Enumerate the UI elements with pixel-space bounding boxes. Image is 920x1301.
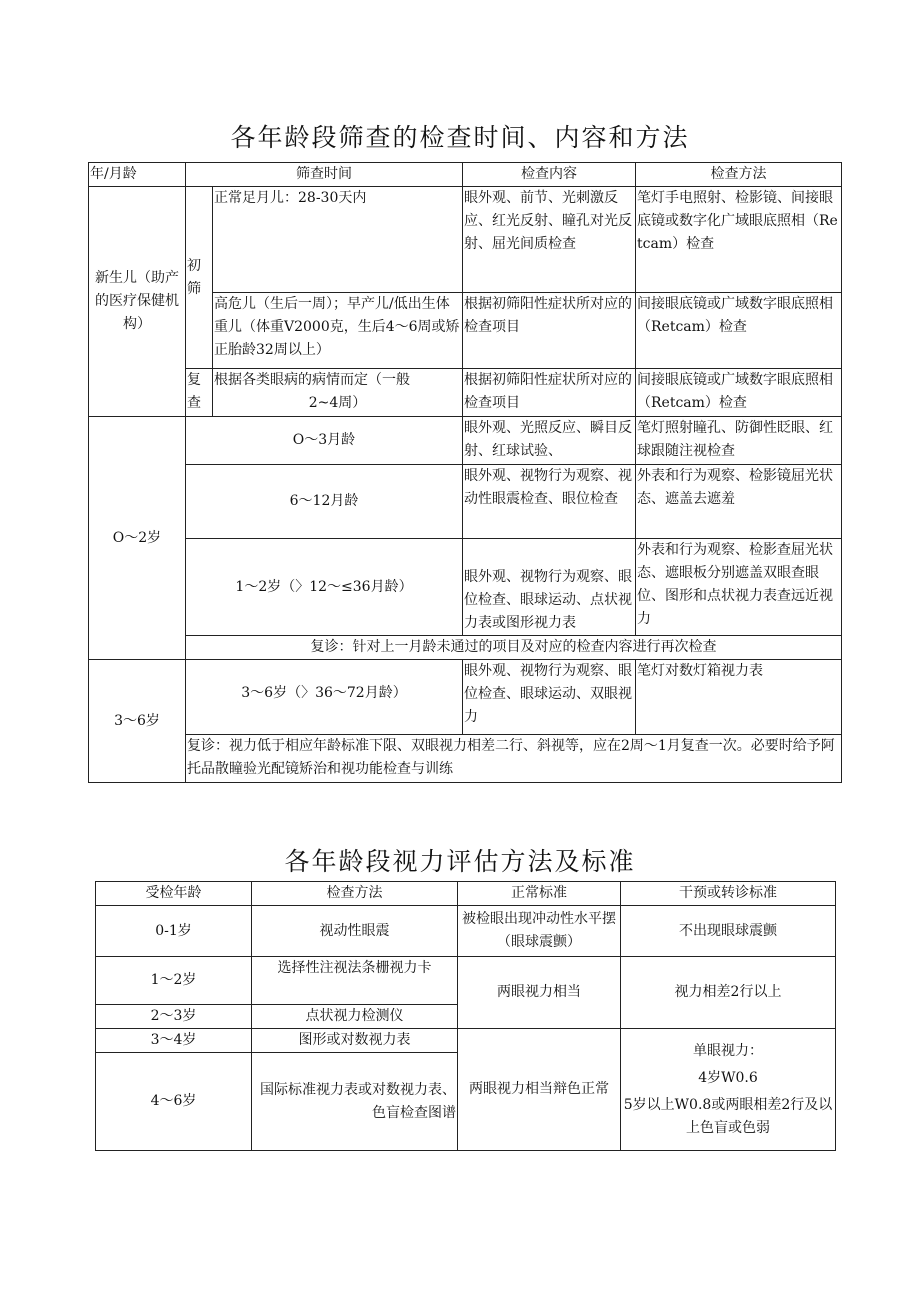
refer-3-6 [621, 1029, 836, 1151]
method-1-2: 选择性注视法条栅视力卡 [252, 957, 458, 1005]
age02-content-2: 眼外观、视物行为观察、视动性眼震检查、眼位检查 [463, 465, 636, 539]
header-age: 年/月龄 [89, 163, 186, 187]
recheck-label: 复查 [186, 369, 213, 417]
refer-line-3: 5岁以上W0.8或两眼相差2行及以上色盲或色弱 [623, 1096, 833, 1136]
header-time: 筛查时间 [186, 163, 463, 187]
page-title-vision: 各年龄段视力评估方法及标准 [284, 847, 636, 876]
age36-review: 复诊：视力低于相应年龄标准下限、双眼视力相差二行、斜视等，应在2周～1月复查一次。必要时给予阿托品散瞳验光配镜矫治和视功能检查与训练 [186, 735, 842, 783]
header-method: 检查方法 [636, 163, 842, 187]
method-0-1: 视动性眼震 [252, 906, 458, 957]
age-4-6: 4～6岁 [96, 1053, 252, 1151]
method-3-4: 图形或对数视力表 [252, 1029, 458, 1053]
newborn-time-3-line2: 2~4周） [308, 395, 367, 411]
age02-method-2: 外表和行为观察、检影镜屈光状态、遮盖去遮羞 [636, 465, 842, 539]
method-2-3: 点状视力检测仪 [252, 1005, 458, 1029]
age-0-1: 0-1岁 [96, 906, 252, 957]
newborn-method-2: 间接眼底镜或广域数字眼底照相（Retcam）检查 [636, 293, 842, 369]
age02-time-2: 6～12月龄 [186, 465, 463, 539]
newborn-method-1: 笔灯手电照射、检影镜、间接眼底镜或数字化广域眼底照相（Retcam）检查 [636, 187, 842, 293]
vision-standards-table [95, 881, 836, 1151]
page-title-screening: 各年龄段筛查的检查时间、内容和方法 [230, 123, 690, 152]
newborn-time-3-line1: 根据各类眼病的病情而定（一般 [214, 372, 410, 388]
header-content: 检查内容 [463, 163, 636, 187]
header-normal: 正常标准 [458, 882, 621, 906]
age36-content: 眼外观、视物行为观察、眼位检查、眼球运动、双眼视力 [463, 660, 636, 735]
age-2-3: 2～3岁 [96, 1005, 252, 1029]
screening-table [88, 162, 842, 783]
age02-time-1: O～3月龄 [186, 417, 463, 465]
age-1-2: 1～2岁 [96, 957, 252, 1005]
age02-content-3: 眼外观、视物行为观察、眼位检查、眼球运动、点状视力表或图形视力表 [463, 539, 636, 636]
age02-review: 复诊：针对上一月龄未通过的项目及对应的检查内容进行再次检查 [186, 636, 842, 660]
newborn-content-3: 根据初筛阳性症状所对应的检查项目 [463, 369, 636, 417]
age02-time-3: 1～2岁（〉12～≤36月龄） [186, 539, 463, 636]
newborn-method-3: 间接眼底镜或广域数字眼底照相（Retcam）检查 [636, 369, 842, 417]
refer-0-1: 不出现眼球震颤 [621, 906, 836, 957]
age-3-4: 3～4岁 [96, 1029, 252, 1053]
newborn-time-2: 高危儿（生后一周）；早产儿/低出生体重儿（体重V2000克，生后4～6周或矫正胎龄32周以上） [213, 293, 463, 369]
refer-line-1: 单眼视力： [693, 1042, 763, 1059]
method-4-6: 国际标准视力表或对数视力表、色盲检查图谱 [252, 1053, 458, 1151]
header-test-age: 受检年龄 [96, 882, 252, 906]
age02-content-1: 眼外观、光照反应、瞬目反射、红球试验、 [463, 417, 636, 465]
age36-method: 笔灯对数灯箱视力表 [636, 660, 842, 735]
age36-time: 3～6岁（〉36～72月龄） [186, 660, 463, 735]
refer-line-2: 4岁W0.6 [698, 1069, 758, 1086]
normal-1-3: 两眼视力相当 [458, 957, 621, 1029]
newborn-time-1: 正常足月儿：28-30天内 [213, 187, 463, 293]
newborn-time-3 [213, 369, 463, 417]
normal-3-6: 两眼视力相当辩色正常 [458, 1029, 621, 1151]
newborn-content-2: 根据初筛阳性症状所对应的检查项目 [463, 293, 636, 369]
newborn-age-cell: 新生儿（助产的医疗保健机构） [89, 187, 186, 417]
header-refer: 干预或转诊标准 [621, 882, 836, 906]
newborn-content-1: 眼外观、前节、光刺激反应、红光反射、瞳孔对光反射、屈光间质检查 [463, 187, 636, 293]
age-3-6-cell: 3～6岁 [89, 660, 186, 783]
header-test-method: 检查方法 [252, 882, 458, 906]
age02-method-1: 笔灯照射瞳孔、防御性眨眼、红球跟随注视检查 [636, 417, 842, 465]
initial-screen-label: 初筛 [186, 187, 213, 369]
age-0-2-cell: O～2岁 [89, 417, 186, 660]
normal-0-1: 被检眼出现冲动性水平摆（眼球震颤） [458, 906, 621, 957]
refer-1-3: 视力相差2行以上 [621, 957, 836, 1029]
age02-method-3: 外表和行为观察、检影查屈光状态、遮眼板分别遮盖双眼查眼位、图形和点状视力表查远近视力 [636, 539, 842, 636]
